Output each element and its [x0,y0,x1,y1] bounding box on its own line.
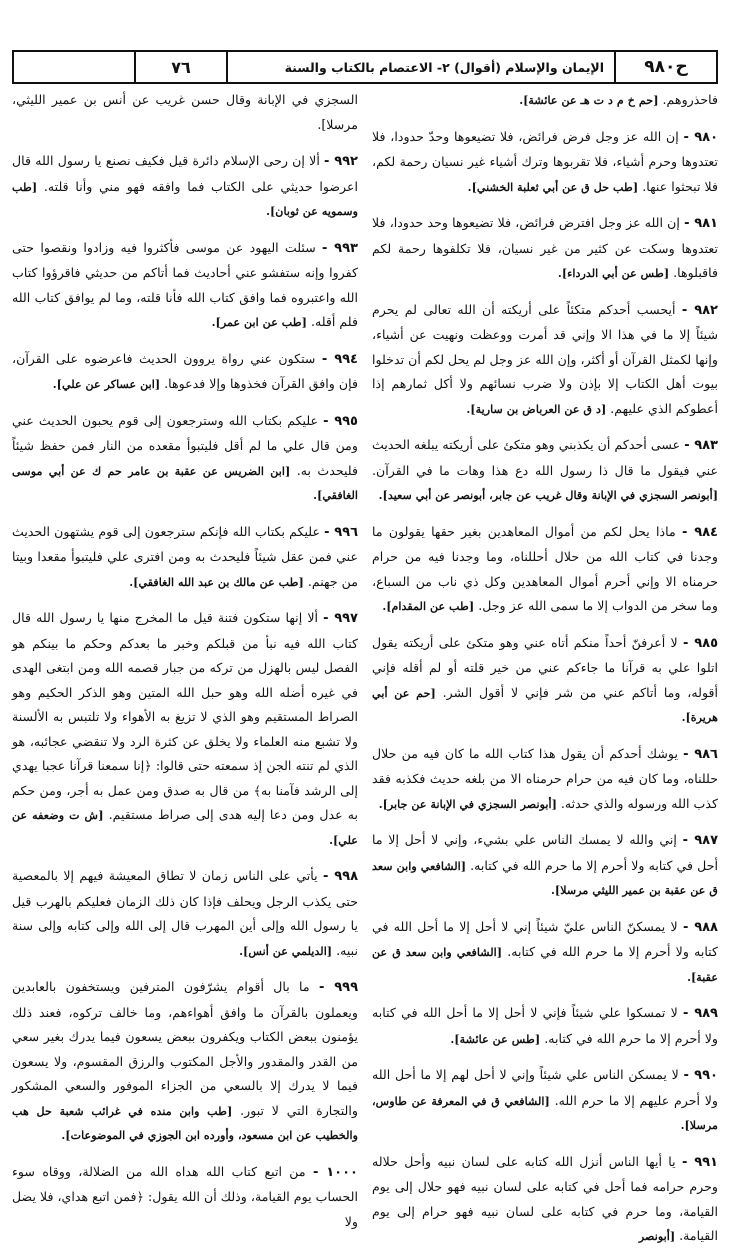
hadith-entry [12,864,358,963]
hadith-text: إني والله لا يمسك الناس علي بشيء، وإني لا أحل إلا ما أحل في كتابه ولا أحرم إلا ما حرم الله في كتابه. [372,832,718,873]
hadith-entry [12,236,358,335]
hadith-source: [حم عن أبي هريرة]. [372,685,718,724]
hadith-entry [372,433,718,508]
hadith-number: ٩٩٦ - [324,524,359,540]
hadith-text: يوشك أحدكم أن يقول هذا كتاب الله ما كان فيه من حلال حللناه، وما كان فيه من حرام حرمناه الا من بلغه حديث فكذبه فقد كذب الله ورسوله والذي حدثه. [372,745,718,811]
hadith-number: ٩٨٢ - [681,302,718,318]
hadith-text: يأتي على الناس زمان لا تطاق المعيشة فيهم إلا بالمعصية حتى يكذب الرجل ويحلف فإذا كان ذلك الزمان فعليكم بالهرب قيل يا رسول الله وإلى أين المهرب قال إلى الله وإلى كتابه وإلى سنة نبيه. [12,868,358,958]
hadith-number: ٩٨٣ - [684,438,718,453]
hadith-source: [طب حل ق عن أبي ثعلبة الخشني]. [467,179,639,194]
hadith-text: عسى أحدكم أن يكذبني وهو متكئ على أريكته يبلغه الحديث عني فيقول ما قال ذا رسول الله دع هذا وهات ما في القرآن. [372,437,718,478]
hadith-entry [372,520,718,619]
header-blank-cell [14,52,134,82]
hadith-entry [12,606,358,852]
hadith-source: [الشافعي ق في المعرفة عن طاوس، مرسلا]. [372,1093,718,1132]
hadith-text: ألا إنها ستكون فتنة قيل ما المخرج منها يا رسول الله قال كتاب الله فيه نبأ من قبلكم وخبر ما بعدكم وحكم ما بينكم هو الفصل ليس بالهزل من تركه من جبار قصمه الله ومن ابتغى الهدى في غيره أضله الله وهو حبل الله المتين وهو الذكر الحكيم وهو الصراط المستقيم وهو الذي لا تزيغ به الأهواء ولا تلتبس به الألسنة ولا تشبع منه العلماء ولا يخلق عن كثرة الرد ولا تنقضي عجائبه، هو الذي لم تنته الجن إذ سمعته حتى قالوا: ﴿إنا سمعنا قرآنا عجبا يهدي إلى الرشد فآمنا به﴾ من قال به صدق ومن عمل به أجر، ومن حكم به عدل ومن دعا إليه هدى إلى صراط مستقيم. [12,610,358,822]
hadith-source: [طب عن ابن عمر]. [211,315,307,329]
hadith-entry [372,915,718,990]
hadith-text: لا يمسكنّ الناس عليّ شيئاً إني لا أحل إلا ما أحل الله في كتابه ولا أحرم إلا ما حرم الله في كتابه. [372,918,718,959]
hadith-number: ٩٨٦ - [683,746,718,762]
page-number: ٧٦ [134,52,226,82]
hadith-number: ٩٩١ - [681,1154,718,1170]
hadith-number: ٩٨٧ - [682,833,719,848]
hadith-text: إن الله عز وجل افترض فرائض، فلا تضيعوها وحد حدودا، فلا تعتدوها وسكت عن كثير من غير نسيان، فلا تكلفوها رحمة لكم فاقبلوها. [372,215,718,280]
hadith-entry [12,1160,358,1235]
hadith-number: ٩٨١ - [684,216,718,231]
hadith-number: ٩٨٨ - [683,919,718,935]
hadith-number: ١٠٠٠ - [312,1164,358,1180]
hadith-source: [الديلمي عن أنس]. [239,943,333,958]
hadith-text: ما بال أقوام يشرّفون المترفين ويستخفون بالعابدين ويعملون بالقرآن ما وافق أهواءهم، وما خالف تركوه، فعند ذلك يؤمنون ببعض الكتاب ويكفرون ببعض يسعون فيما يدرك بغير سعي من القدر والمقدور والأجل المكتوب والرزق المقسوم، ولا يسعون فيما لا يدرك إلا بالسعي من الجزاء الموفور والسعي المشكور والتجارة التي لا تبور. [12,979,358,1118]
hadith-entry [372,211,718,286]
hadith-number: ٩٨٩ - [683,1006,718,1021]
hadith-entry [12,975,358,1148]
hadith-entry [12,88,358,137]
hadith-text: عليكم بكتاب الله وسترجعون إلى قوم يحبون الحديث عني ومن قال علي ما لم أقل فليتبوأ مقعده من النار فمن حفظ شيئاً فليحدث به. [12,412,358,478]
left-column [11,88,359,1229]
hadith-number: ٩٩٥ - [323,413,358,429]
hadith-number: ٩٩٧ - [323,611,358,626]
page-header [12,50,718,84]
hadith-entry [12,520,358,595]
hadith-text: ماذا يحل لكم من أموال المعاهدين بغير حقها يقولون ما وجدنا في كتاب الله من حلال أحللناه، وما وجدنا فيه من حرام حرمناه الا وإني أحرم أموال المعاهدين وكل ذي ناب من السباع، وما سخر من الدواب إلا ما سمى الله عز وجل. [372,523,718,613]
hadith-number: ٩٨٠ - [683,129,719,145]
hadith-text: لا يمسكن الناس علي شيئاً وإني لا أحل لهم إلا ما أحل الله ولا أحرم عليهم إلا ما حرم الله. [372,1067,718,1108]
right-column [372,88,719,1243]
hadith-number: ٩٩٨ - [322,869,359,884]
hadith-entry [12,149,358,224]
hadith-source: [طب وابن منده في غرائب شعبة حل هب والخطيب عن ابن مسعود، وأورده ابن الجوزي في الموضوعات]. [12,1103,358,1142]
hadith-text: لا تمسكوا علي شيئاً فإني لا أحل إلا ما أحل الله في كتابه ولا أحرم إلا ما حرم الله في كتابه. [372,1005,718,1046]
hadith-source: [ابن عساكر عن علي]. [52,377,161,391]
hadith-source: [طس عن عائشة]. [450,1031,541,1046]
hadith-number: ٩٩٣ - [322,240,358,256]
hadith-entry [372,88,718,113]
hadith-source: [د ق عن العرباض بن سارية]. [466,401,607,416]
hadith-source: [ش ت وضعفه عن علي]. [12,808,358,847]
hadith-text: يا أيها الناس أنزل الله كتابه على لسان نبيه وأحل حلاله وحرم حرامه فما أحل في كتابه على لسان نبيه فهو حلال إلى يوم القيامة، وما حرم في كتابه على لسان نبيه فهو حرام إلى يوم القيامة. [372,1153,718,1243]
hadith-entry [372,828,718,903]
hadith-entry [12,409,358,508]
hadith-source: [حم خ م د ت هـ عن عائشة]. [519,93,659,107]
hadith-source: [طس عن أبي الدرداء]. [557,266,670,280]
hadith-entry [372,1001,718,1051]
hadith-number: ٩٩٤ - [321,351,358,367]
hadith-number: ٩٩٩ - [318,980,359,995]
hadith-entry [372,125,718,200]
hadith-number: ٩٨٥ - [682,635,719,651]
hadith-text: ستكون عني رواة يروون الحديث فاعرضوه على القرآن، فإن وافق القرآن فخذوها وإلا فدعوها. [12,350,358,391]
hadith-text: سئلت اليهود عن موسى فأكثروا فيه وزادوا ونقصوا حتى كفروا وإنه ستفشو عني أحاديث فما أتاكم من حديثي فاقرؤوا كتاب الله واعتبروه فما وافق كتاب الله فأنا قلته، وما لم يوافق كتاب الله فلم أقله. [12,239,358,329]
hadith-entry [372,631,718,730]
hadith-source: [طب عن المقدام]. [382,599,475,613]
hadith-source: [أبونصر السجزي في الإبانة وقال غريب عن جابر، أبونصر عن أبي سعيد]. [378,488,718,502]
hadith-source: [الشافعي وابن سعد ق عن عقبة بن عمير الليثي مرسلا]. [372,858,718,897]
hadith-entry [372,1063,718,1138]
hadith-number: ٩٩٠ - [683,1068,718,1083]
hadith-text: فاحذروهم. [662,92,718,107]
hadith-entry [12,347,358,397]
running-title: الإيمان والإسلام (أقوال) ٢- الاعتصام بالكتاب والسنة [226,52,614,82]
hadith-source: [طب وسمويه عن ثوبان]. [12,179,358,218]
volume-number: ح٩٨٠ [614,52,716,82]
hadith-source: [الشافعي وابن سعد ق عن عقبة]. [372,945,718,984]
hadith-entry [372,742,718,817]
hadith-source: [أبونصر السجزي في الإبانة عن جابر]. [378,796,557,811]
hadith-entry [372,298,718,422]
hadith-entry [372,1150,718,1249]
hadith-source: [ابن الضريس عن عقبة بن عامر حم ك عن أبي موسى الغافقي]. [12,463,358,502]
hadith-number: ٩٨٤ - [682,524,718,540]
hadith-source: [أبونصر [638,1229,676,1243]
hadith-text: السجزي في الإبانة وقال حسن غريب عن أنس بن عمير الليثي، مرسلا]. [12,92,358,132]
hadith-number: ٩٩٢ - [324,154,358,169]
hadith-text: ألا إن رحى الإسلام دائرة قيل فكيف نصنع يا رسول الله قال اعرضوا حديثي على الكتاب فما وافقه فهو مني وأنا قلته. [12,153,358,194]
text-columns [11,88,719,1243]
hadith-source: [طب عن مالك بن عبد الله الغافقي]. [129,574,304,589]
hadith-text: أيحسب أحدكم متكئاً على أريكته أن الله تعالى لم يحرم شيئاً إلا ما في هذا الا وإني قد أمرت ووعظت ونهيت عن أشياء، وإنها لكمثل القرآن أو أكثر، وإن الله عز وجل لم يحل لكم أن تدخلوا بيوت أهل الكتاب إلا بإذن ولا ضرب نسائهم ولا أكل ثمارهم إذا أعطوكم الذي عليهم. [372,301,718,416]
hadith-text: لا أعرفنّ أحداً منكم أتاه عني وهو متكئ على أريكته يقول اتلوا علي به قرآنا ما جاءكم عني من خير قلته أو لم أقله فإني أقوله، وما أتاكم عني من شر فإني لا أقول الشر. [372,634,718,700]
hadith-text: من اتبع كتاب الله هداه الله من الضلالة، ووقاه سوء الحساب يوم القيامة، وذلك أن الله يقول: ﴿فمن اتبع هداي، فلا يضل ولا [11,1163,358,1229]
hadith-text: إن الله عز وجل فرض فرائض، فلا تضيعوها وحدّ حدودا، فلا تعتدوها وحرم أشياء، فلا تقربوها وترك أشياء غير نسيان رحمة لكم، فلا تبحثوا عنها. [372,128,718,194]
hadith-text: عليكم بكتاب الله فإنكم سترجعون إلى قوم يشتهون الحديث عني فمن عقل شيئاً فليحدث به ومن افترى علي فليتبوأ مقعدا وبيتا من جهنم. [12,523,358,589]
